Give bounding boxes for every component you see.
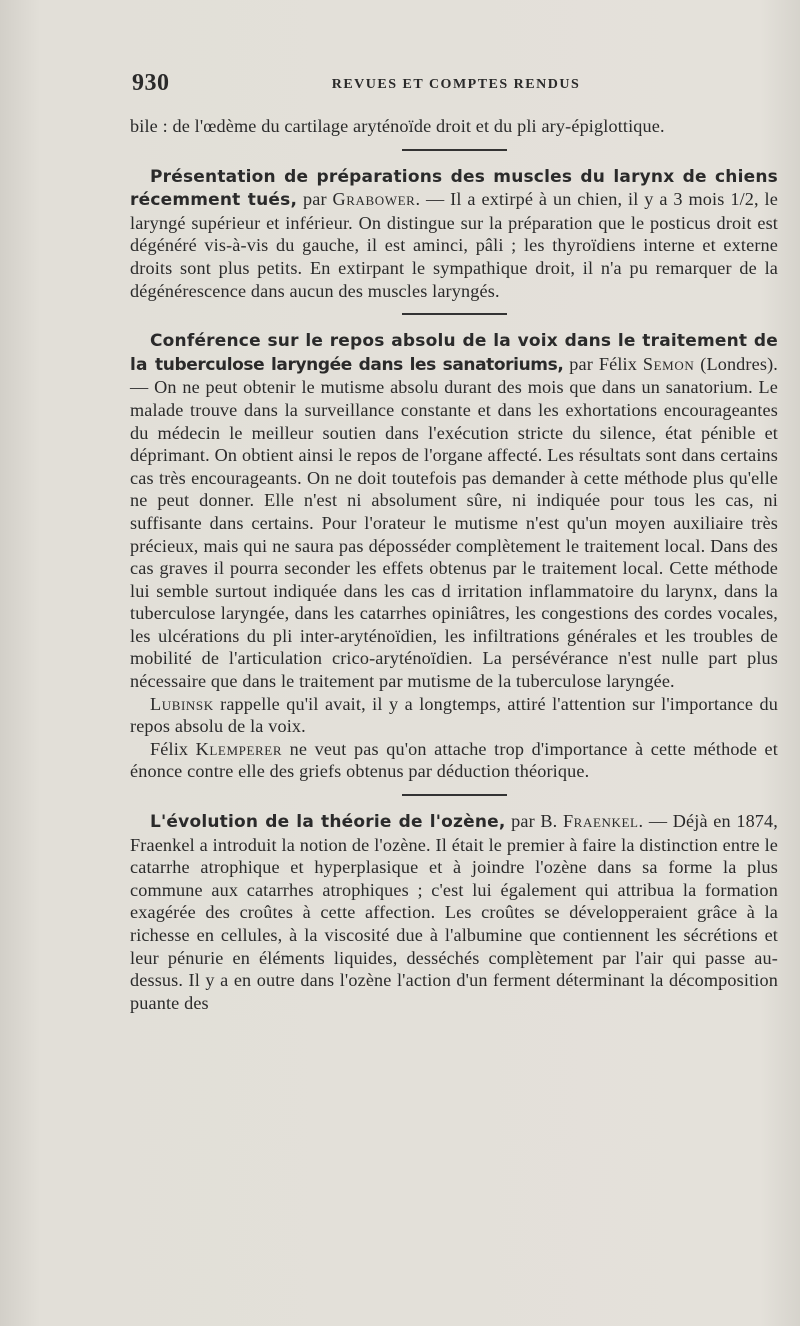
author-name: Lubinsk [150,693,214,714]
section-title-continued: tuberculose laryngée dans les sanatoriums, [155,354,564,375]
section-separator [402,149,507,151]
author-name: Klemperer [195,738,283,759]
author-name: Semon [642,353,695,374]
page-header [132,70,780,98]
author-name: Fraenkel [562,811,639,832]
intro-text: bile : de l'œdème du cartilage aryténoïde droit et du pli ary-épiglottique. [130,116,665,136]
paragraph-lubinsk [130,693,778,738]
intro-paragraph [130,115,778,138]
section-title: Conférence sur le repos absolu de la voix dans le traitement de la [130,331,778,375]
section-separator [402,794,507,796]
paragraph-text: ne veut pas qu'on attache trop d'importance à cette méthode et énonce contre elle des griefs obtenus par déduction théorique. [130,738,778,782]
first-name: Félix [150,738,196,759]
section-grabower [130,165,778,303]
author-name: Grabower [332,189,416,210]
section-semon [130,329,778,693]
author-place: (Londres). [694,353,778,374]
byline-text: par [297,189,333,210]
section-separator [402,313,507,315]
paragraph-text: rappelle qu'il avait, il y a longtemps, attiré l'attention sur l'importance du repos absolu de la voix. [130,693,778,737]
section-fraenkel [130,810,778,1014]
paragraph-klemperer [130,738,778,783]
section-text: . — Déjà en 1874, Fraenkel a introduit la notion de l'ozène. Il était le premier à faire la distinction entre le catarrhe atrophique et hyperplasique et à joindre l'ozène dans sa forme la plus commune aux catarrhes atrophiques ; c'est lui également qui attribua la formation exagérée des croûtes à cette affection. Les croûtes se développeraient grâce à la richesse en cellules, à la viscosité due à l'albumine que contiennent les sécrétions et leur pénurie en éléments liquides, desséchés complètement par l'air qui passe au-dessus. Il y a en outre dans l'ozène l'action d'un ferment déterminant la décomposition puante des [130,811,778,1013]
section-title: Présentation de préparations des muscles du larynx de chiens récemment tués, [130,166,778,211]
running-title: REVUES ET COMPTES RENDUS [331,77,581,92]
page-number: 930 [132,70,170,96]
byline-text: par Félix [563,353,643,374]
section-text: . — Il a extirpé à un chien, il y a 3 mois 1/2, le laryngé supérieur et inférieur. On distingue sur la préparation que le posticus droit est dégénéré vis-à-vis du gauche, il est aminci, pâli ; les thyroïdiens interne et externe droits sont plus petits. En extirpant le sympathique droit, il n'a pu remarquer de la dégénérescence dans aucun des muscles laryngés. [130,189,778,301]
section-text: — On ne peut obtenir le mutisme absolu durant des mois que dans un sanatorium. Le malade trouve dans la surveillance constante et dans les exhortations encourageantes du médecin le meilleur soutien dans l'exécution stricte du silence, état pénible et déprimant. On obtient ainsi le repos de l'organe affecté. Les résultats sont dans certains cas très encourageants. On ne doit toutefois pas demander à cette méthode plus qu'elle ne peut donner. Elle n'est ni absolument sûre, ni indiquée pour tous les cas, ni suffisante dans certains. Pour l'orateur le mutisme n'est qu'un moyen auxiliaire très précieux, mais qui ne saura pas déposséder complètement le traitement local. Dans des cas graves il pourra seconder les effets obtenus par le traitement local. Cette méthode lui semble surtout indiquée dans les cas d irritation inflammatoire du larynx, dans la tuberculose laryngée, dans les catarrhes opiniâtres, les congestions des cordes vocales, les ulcérations du pli inter-aryténoïdien, les infiltrations générales et les troubles de mobilité de l'articulation crico-aryténoïdien. La persévérance n'est nulle part plus nécessaire que dans le traitement par mutisme de la tuberculose laryngée. [130,377,778,692]
article-body [130,115,778,1014]
byline-text: par B. [505,811,563,832]
section-title: L'évolution de la théorie de l'ozène, [150,812,506,833]
